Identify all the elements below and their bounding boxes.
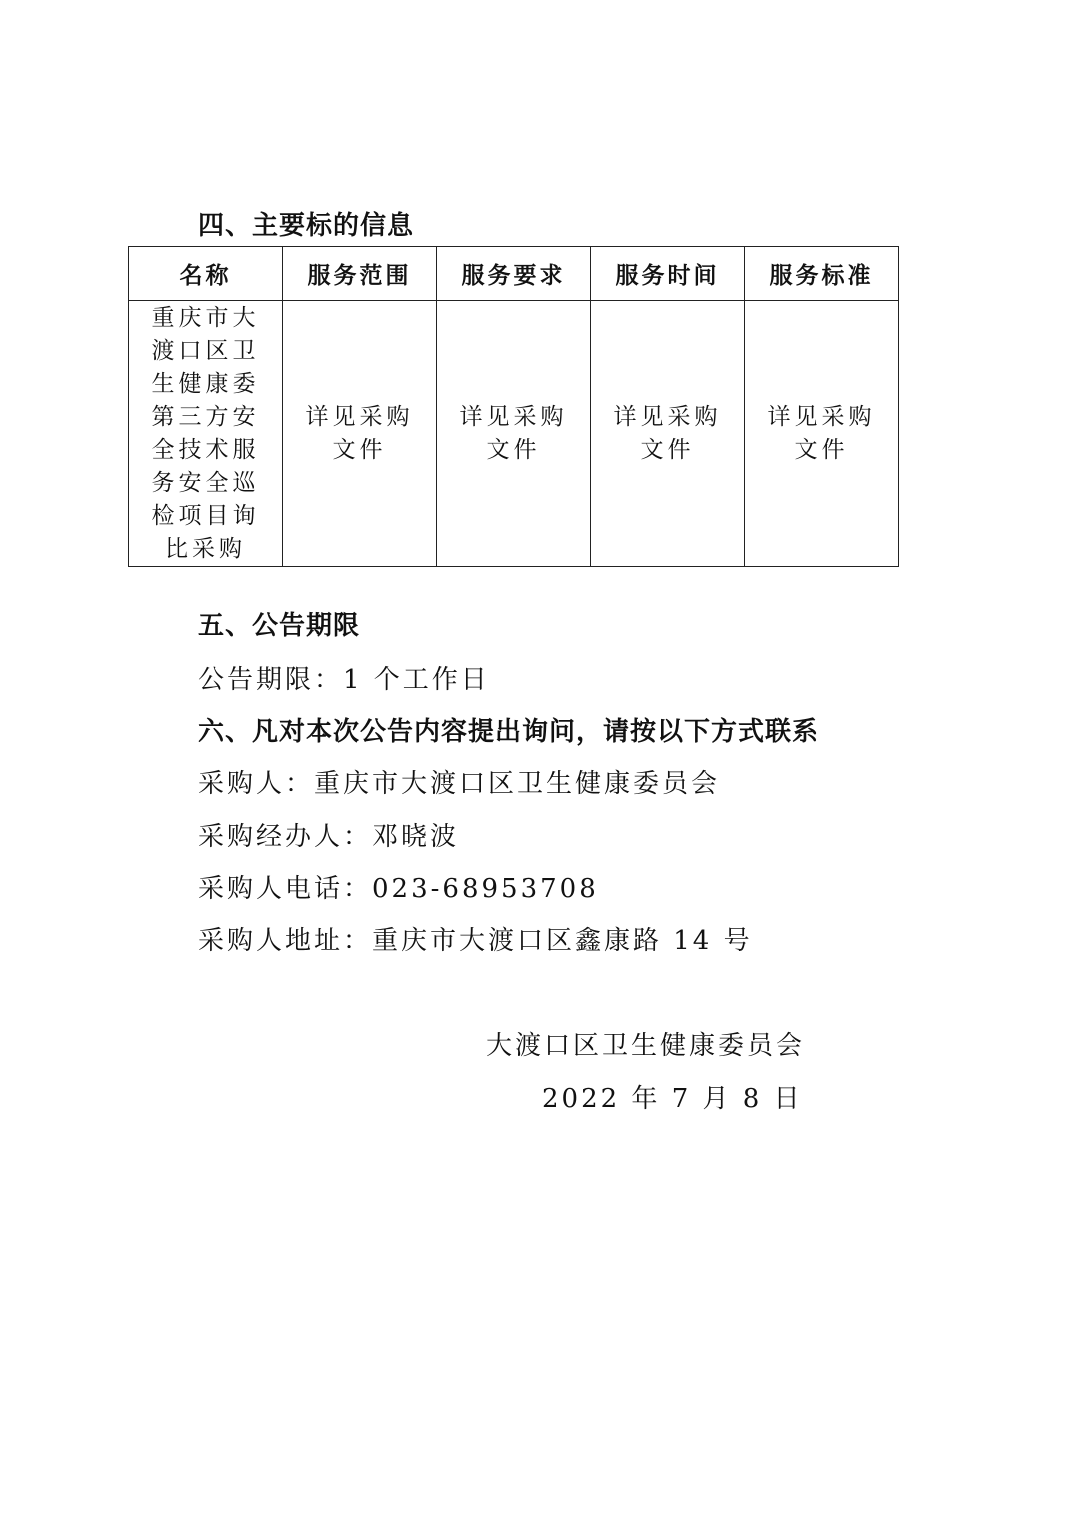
cell-service-requirements bbox=[437, 301, 591, 567]
cell-text: 详见采购文件 bbox=[459, 403, 568, 463]
subject-info-table bbox=[128, 246, 899, 567]
cell-service-scope bbox=[283, 301, 437, 567]
cell-service-time bbox=[591, 301, 745, 567]
header-service-scope: 服务范围 bbox=[283, 247, 437, 301]
table-row bbox=[129, 301, 899, 567]
section-5-heading: 五、公告期限 bbox=[198, 611, 361, 641]
section-6-heading: 六、凡对本次公告内容提出询问，请按以下方式联系 bbox=[198, 717, 820, 747]
cell-text: 详见采购文件 bbox=[305, 403, 414, 463]
phone-text: 采购人电话：023-68953708 bbox=[198, 874, 599, 904]
cell-name bbox=[129, 301, 283, 567]
table-header-row bbox=[129, 247, 899, 301]
signature-org: 大渡口区卫生健康委员会 bbox=[486, 1031, 806, 1061]
cell-service-standard bbox=[745, 301, 899, 567]
section-4-heading: 四、主要标的信息 bbox=[198, 211, 415, 241]
cell-text: 详见采购文件 bbox=[613, 403, 722, 463]
announcement-period-text: 公告期限：1 个工作日 bbox=[198, 665, 490, 695]
signature-date: 2022 年 7 月 8 日 bbox=[542, 1084, 803, 1114]
header-service-time: 服务时间 bbox=[591, 247, 745, 301]
purchaser-text: 采购人：重庆市大渡口区卫生健康委员会 bbox=[198, 769, 721, 799]
cell-text: 详见采购文件 bbox=[767, 403, 876, 463]
header-name: 名称 bbox=[129, 247, 283, 301]
header-service-standard: 服务标准 bbox=[745, 247, 899, 301]
header-service-requirements: 服务要求 bbox=[437, 247, 591, 301]
project-name-text: 重庆市大渡口区卫生健康委第三方安全技术服务安全巡检项目询比采购 bbox=[151, 304, 260, 562]
address-text: 采购人地址：重庆市大渡口区鑫康路 14 号 bbox=[198, 926, 753, 956]
agent-text: 采购经办人：邓晓波 bbox=[198, 822, 460, 852]
